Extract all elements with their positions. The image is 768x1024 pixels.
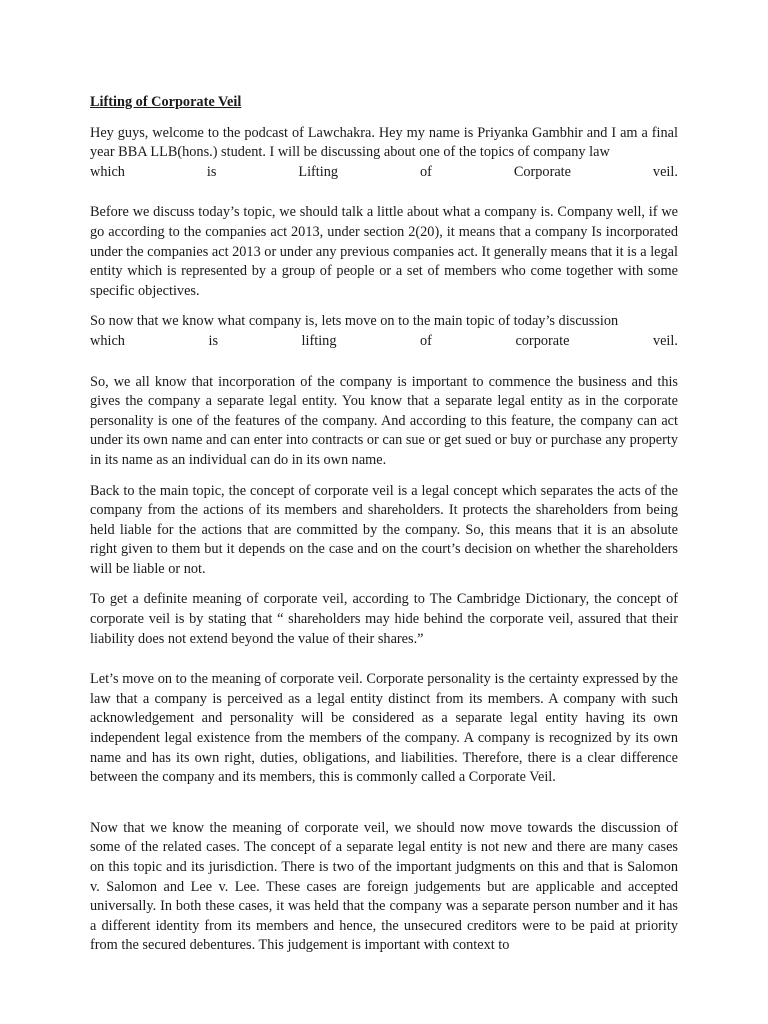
intro-paragraph-body: Hey guys, welcome to the podcast of Lawchakra. Hey my name is Priyanka Gambhir and I am a final year BBA LLB(hons.) student. I will be discussing about one of the topics of company law	[90, 124, 678, 161]
word: is	[206, 163, 217, 180]
incorporation-paragraph: So, we all know that incorporation of the company is important to commence the business and this gives the company a separate legal entity. You know that a separate legal entity as in the corporate personality is one of the features of the company. And according to this feature, the company can act under its own name and can enter into contracts or can sue or get sued or buy or purchase any property in its name as an individual can do in its own name.	[90, 373, 678, 468]
word: is	[208, 332, 219, 349]
word: of	[420, 332, 432, 349]
word: Lifting	[298, 163, 339, 180]
word: which	[90, 163, 125, 180]
transition-paragraph-body: So now that we know what company is, lets move on to the main topic of today’s discussion	[90, 313, 619, 330]
intro-paragraph-last-line	[90, 163, 678, 183]
corporate-veil-concept-paragraph: Back to the main topic, the concept of corporate veil is a legal concept which separates the acts of the company from the actions of its members and shareholders. It protects the shareholders from being held liable for the actions that are committed by the company. So, this means that it is an absolute right given to them but it depends on the case and on the court’s decision on whether the shareholders will be liable or not.	[90, 482, 678, 577]
company-definition-paragraph: Before we discuss today’s topic, we should talk a little about what a company is. Company well, if we go according to the companies act 2013, under section 2(20), it means that a company Is incorporated under the companies act 2013 or under any previous companies act. It generally means that it is a legal entity which is represented by a group of people or a set of members who come together with some specific objectives.	[90, 204, 678, 299]
word: corporate	[515, 332, 570, 349]
transition-paragraph	[90, 312, 678, 351]
word: veil.	[652, 163, 678, 180]
cambridge-definition-paragraph: To get a definite meaning of corporate veil, according to The Cambridge Dictionary, the concept of corporate veil is by stating that “ shareholders may hide behind the corporate veil, assured that their liability does not extend beyond the value of their shares.”	[90, 591, 678, 647]
document-page	[90, 93, 678, 967]
transition-paragraph-last-line	[90, 332, 678, 352]
word: of	[419, 163, 432, 180]
related-cases-paragraph: Now that we know the meaning of corporate veil, we should now move towards the discussion of some of the related cases. The concept of a separate legal entity is not new and there are many cases on this topic and its jurisdiction. There is two of the important judgments on this and that is Salomon v. Salomon and Lee v. Lee. These cases are foreign judgements but are applicable and accepted universally. In both these cases, it was held that the company was a separate person number and it has a different identity from its members and hence, the unsecured creditors were to be paid at priority from the secured debentures. This judgement is important with context to	[90, 819, 678, 954]
corporate-personality-paragraph: Let’s move on to the meaning of corporate veil. Corporate personality is the certainty expressed by the law that a company is perceived as a legal entity distinct from its members. A company with such acknowledgement and personality will be considered as a separate legal entity having its own independent legal existence from the members of the company. A company is recognized by its own name and has its own right, duties, obligations, and liabilities. Therefore, there is a clear difference between the company and its members, this is commonly called a Corporate Veil.	[90, 671, 678, 786]
word: which	[90, 332, 125, 349]
word: lifting	[301, 332, 337, 349]
word: veil.	[652, 332, 678, 349]
document-title: Lifting of Corporate Veil	[90, 94, 242, 110]
word: Corporate	[513, 163, 571, 180]
intro-paragraph	[90, 124, 678, 183]
